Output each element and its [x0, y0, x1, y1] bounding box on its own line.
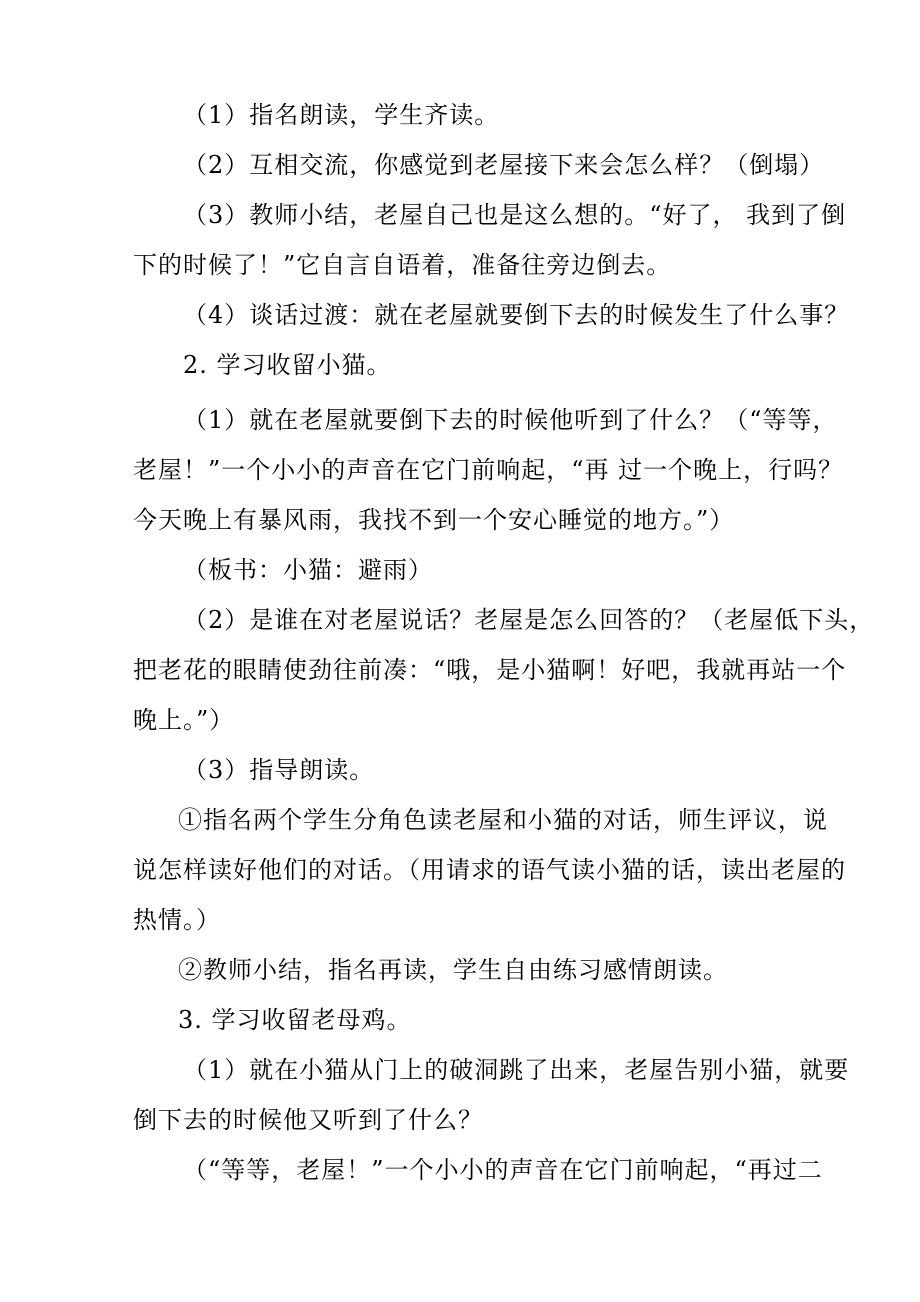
text-line: 热情。）: [133, 906, 221, 934]
text-line: 下的时候了！”它自言自语着，准备往旁边倒去。: [133, 251, 672, 279]
text-line: （2）是谁在对老屋说话？老屋是怎么回答的？（老屋低下头，: [183, 606, 875, 634]
text-line: （“等等，老屋！”一个小小的声音在它门前响起，“再过二: [183, 1156, 823, 1184]
text-line: （板书：小猫：避雨）: [183, 556, 433, 584]
text-line: 倒下去的时候他又听到了什么？: [133, 1106, 483, 1134]
text-line: （4）谈话过渡：就在老屋就要倒下去的时候发生了什么事？: [183, 301, 850, 329]
text-line: （3）指导朗读。: [183, 756, 375, 784]
text-line: （3）教师小结，老屋自己也是这么想的。“好了， 我到了倒: [183, 201, 847, 229]
text-line: （1）就在老屋就要倒下去的时候他听到了什么？（“等等，: [183, 406, 838, 434]
text-line: 老屋！”一个小小的声音在它门前响起，“再 过一个晚上，行吗？: [133, 456, 844, 484]
text-line: （2）互相交流，你感觉到老屋接下来会怎么样？（倒塌）: [183, 151, 825, 179]
section-heading: 3. 学习收留老母鸡。: [178, 1006, 412, 1034]
text-line: 把老花的眼睛使劲往前凑：“哦，是小猫啊！好吧，我就再站一个: [133, 656, 847, 684]
text-line: 晚上。”）: [133, 706, 235, 734]
text-line: 今天晚上有暴风雨，我找不到一个安心睡觉的地方。”）: [133, 506, 735, 534]
text-line: 说怎样读好他们的对话。（用请求的语气读小猫的话，读出老屋的: [133, 856, 846, 884]
section-heading: 2. 学习收留小猫。: [183, 351, 392, 379]
text-line: ②教师小结，指名再读，学生自由练习感情朗读。: [178, 956, 728, 984]
text-line: （1）就在小猫从门上的破洞跳了出来，老屋告别小猫，就要: [183, 1056, 850, 1084]
text-line: （1）指名朗读，学生齐读。: [183, 101, 500, 129]
text-line: ①指名两个学生分角色读老屋和小猫的对话，师生评议，说: [178, 806, 828, 834]
